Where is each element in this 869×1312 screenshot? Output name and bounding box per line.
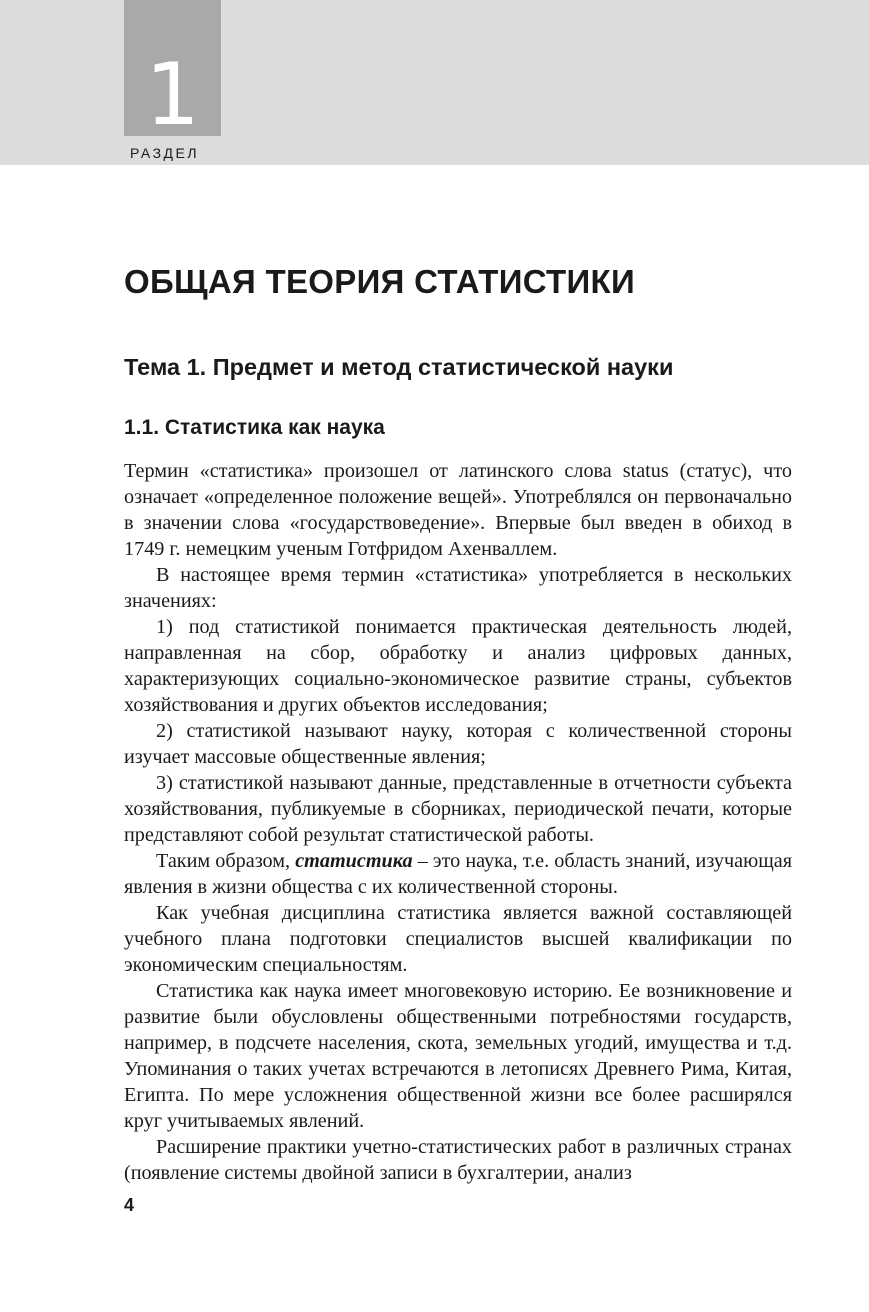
definition-before: Таким образом, xyxy=(156,850,296,872)
paragraph-meanings-intro: В настоящее время термин «статистика» употребляется в нескольких значениях: xyxy=(124,564,792,612)
subsection-title: 1.1. Статистика как наука xyxy=(124,416,385,439)
paragraph-expansion: Расширение практики учетно-статистических работ в различных странах (появление системы двойной записи в бухгалтерии, анализ xyxy=(124,1136,792,1184)
definition-term: статистика xyxy=(295,850,413,872)
topic-title: Тема 1. Предмет и метод статистической науки xyxy=(124,354,674,380)
paragraph-history: Статистика как наука имеет многовековую историю. Ее возникновение и развитие были обусловлены общественными потребностями государств, например, в подсчете населения, скота, земельных угодий, имущества и т.д. Упоминания о таких учетах встречаются в летописях Древнего Рима, Китая, Египта. По мере усложнения общественной жизни все более расширялся круг учитываемых явлений. xyxy=(124,980,792,1132)
section-number: 1 xyxy=(145,45,200,145)
paragraph-meaning-2: 2) статистикой называют науку, которая с количественной стороны изучает массовые общественные явления; xyxy=(124,720,792,768)
section-number-box xyxy=(124,0,221,145)
body-text xyxy=(124,458,792,1186)
paragraph-etymology: Термин «статистика» произошел от латинского слова status (статус), что означает «определенное положение вещей». Употреблялся он первоначально в значении слова «государствоведение». Впервые был введен в обиход в 1749 г. немецким ученым Готфридом Ахенваллем. xyxy=(124,460,792,560)
part-title: ОБЩАЯ ТЕОРИЯ СТАТИСТИКИ xyxy=(124,263,635,300)
page-number: 4 xyxy=(124,1195,135,1215)
definition-after: – это наука, т.е. область знаний, изучающая явления в жизни общества с их количественной стороны. xyxy=(124,850,792,898)
paragraph-definition xyxy=(124,848,792,900)
paragraph-meaning-3: 3) статистикой называют данные, представленные в отчетности субъекта хозяйствования, публикуемые в сборниках, периодической печати, которые представляют собой результат статистической работы. xyxy=(124,772,792,846)
section-label: РАЗДЕЛ xyxy=(130,145,200,161)
paragraph-meaning-1: 1) под статистикой понимается практическая деятельность людей, направленная на сбор, обработку и анализ цифровых данных, характеризующих социально-экономическое развитие страны, субъектов хозяйствования и других объектов исследования; xyxy=(124,616,792,716)
paragraph-discipline: Как учебная дисциплина статистика является важной составляющей учебного плана подготовки специалистов высшей квалификации по экономическим специальностям. xyxy=(124,902,792,976)
